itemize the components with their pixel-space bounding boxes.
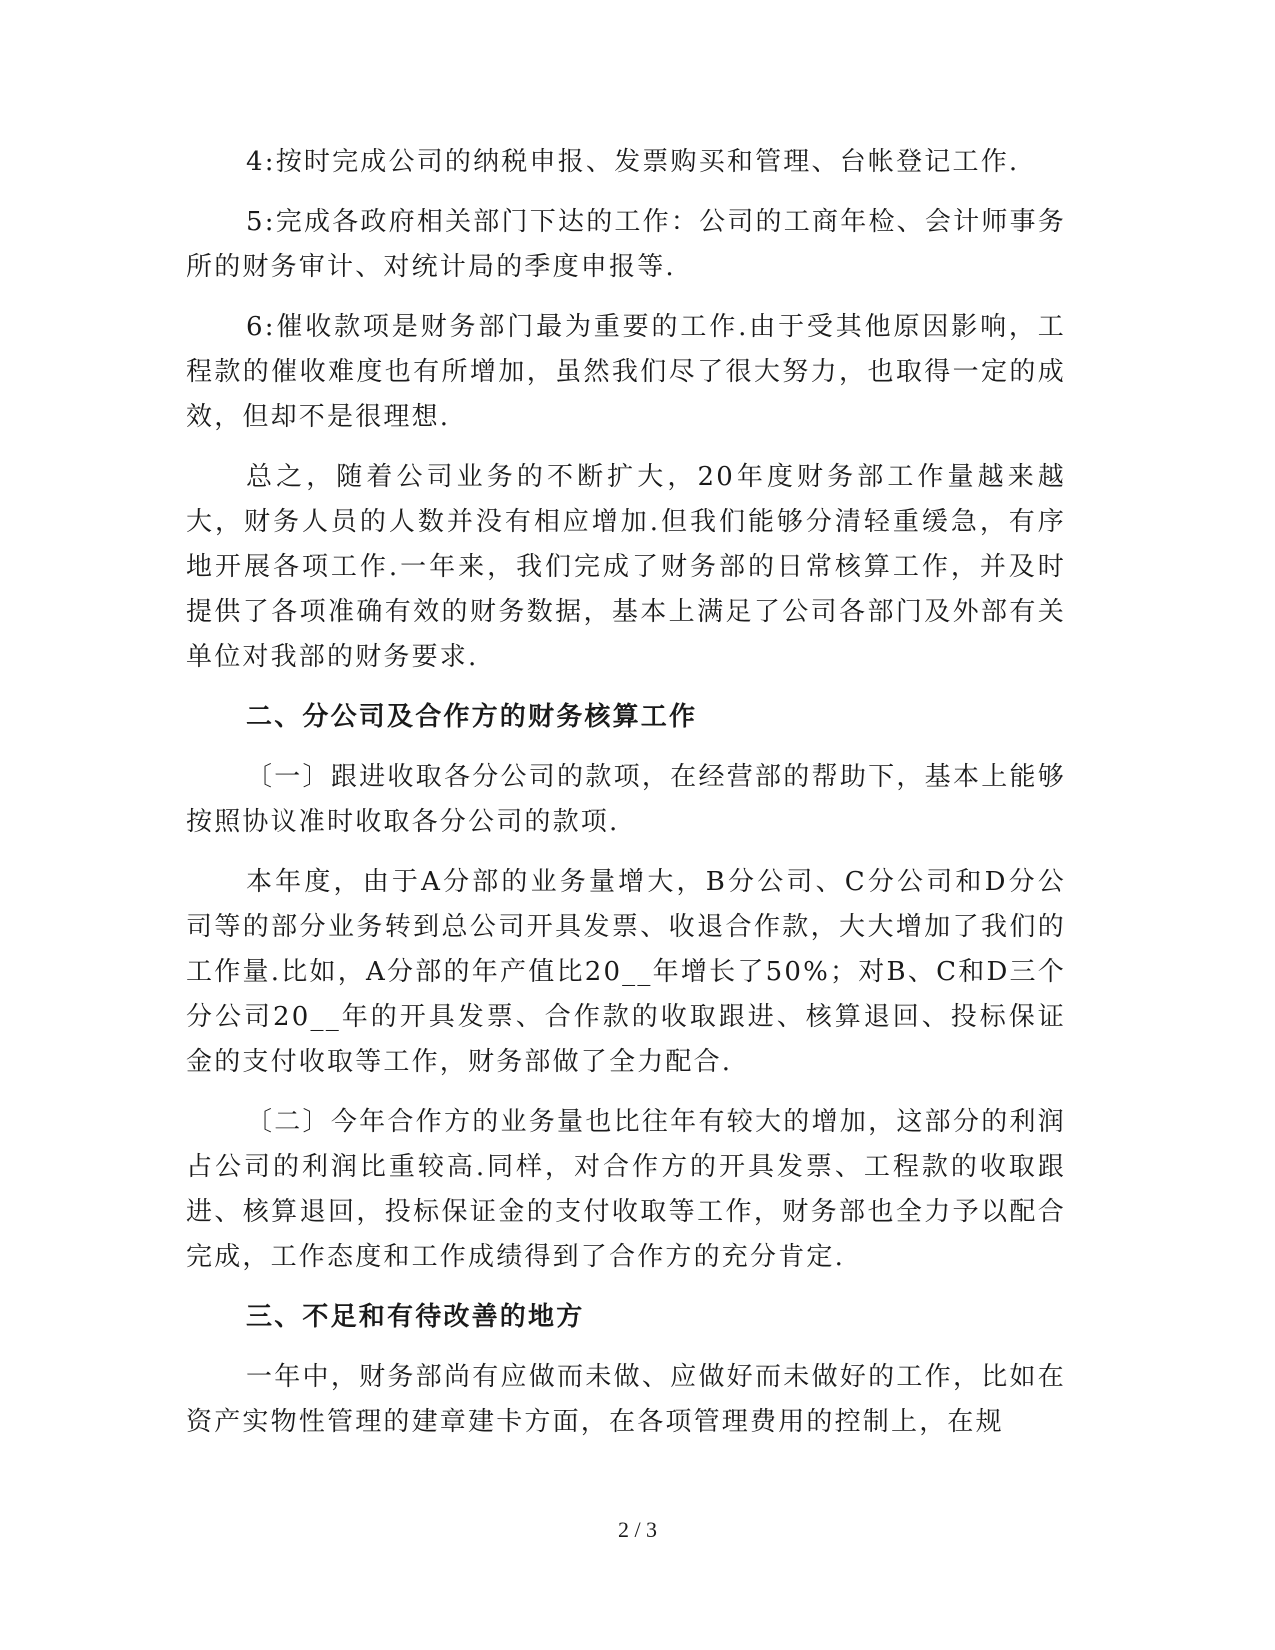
paragraph-shortcomings: 一年中，财务部尚有应做而未做、应做好而未做好的工作，比如在资产实物性管理的建章建卡方面，在各项管理费用的控制上，在规 (186, 1362, 1066, 1437)
paragraph-item-4: 4:按时完成公司的纳税申报、发票购买和管理、台帐登记工作. (246, 147, 1020, 177)
paragraph-annual-detail: 本年度，由于A分部的业务量增大，B分公司、C分公司和D分公司等的部分业务转到总公司开具发票、收退合作款，大大增加了我们的工作量.比如，A分部的年产值比20__年增长了50%；对B、C和D三个分公司20__年的开具发票、合作款的收取跟进、核算退回、投标保证金的支付收取等工作，财务部做了全力配合. (186, 867, 1066, 1077)
document-body (186, 140, 1066, 1460)
paragraph-item-5: 5:完成各政府相关部门下达的工作：公司的工商年检、会计师事务所的财务审计、对统计局的季度申报等. (186, 207, 1066, 282)
paragraph-subsection-2: 〔二〕今年合作方的业务量也比往年有较大的增加，这部分的利润占公司的利润比重较高.同样，对合作方的开具发票、工程款的收取跟进、核算退回，投标保证金的支付收取等工作，财务部也全力予以配合完成，工作态度和工作成绩得到了合作方的充分肯定. (186, 1107, 1066, 1272)
paragraph-subsection-1: 〔一〕跟进收取各分公司的款项，在经营部的帮助下，基本上能够按照协议准时收取各分公司的款项. (186, 762, 1066, 837)
paragraph-item-6: 6:催收款项是财务部门最为重要的工作.由于受其他原因影响，工程款的催收难度也有所增加，虽然我们尽了很大努力，也取得一定的成效，但却不是很理想. (186, 312, 1066, 432)
page-number: 2 / 3 (617, 1517, 658, 1542)
section-heading-2: 二、分公司及合作方的财务核算工作 (246, 702, 698, 732)
paragraph-summary: 总之，随着公司业务的不断扩大，20年度财务部工作量越来越大，财务人员的人数并没有相应增加.但我们能够分清轻重缓急，有序地开展各项工作.一年来，我们完成了财务部的日常核算工作，并及时提供了各项准确有效的财务数据，基本上满足了公司各部门及外部有关单位对我部的财务要求. (186, 462, 1066, 672)
section-heading-3: 三、不足和有待改善的地方 (246, 1302, 585, 1332)
